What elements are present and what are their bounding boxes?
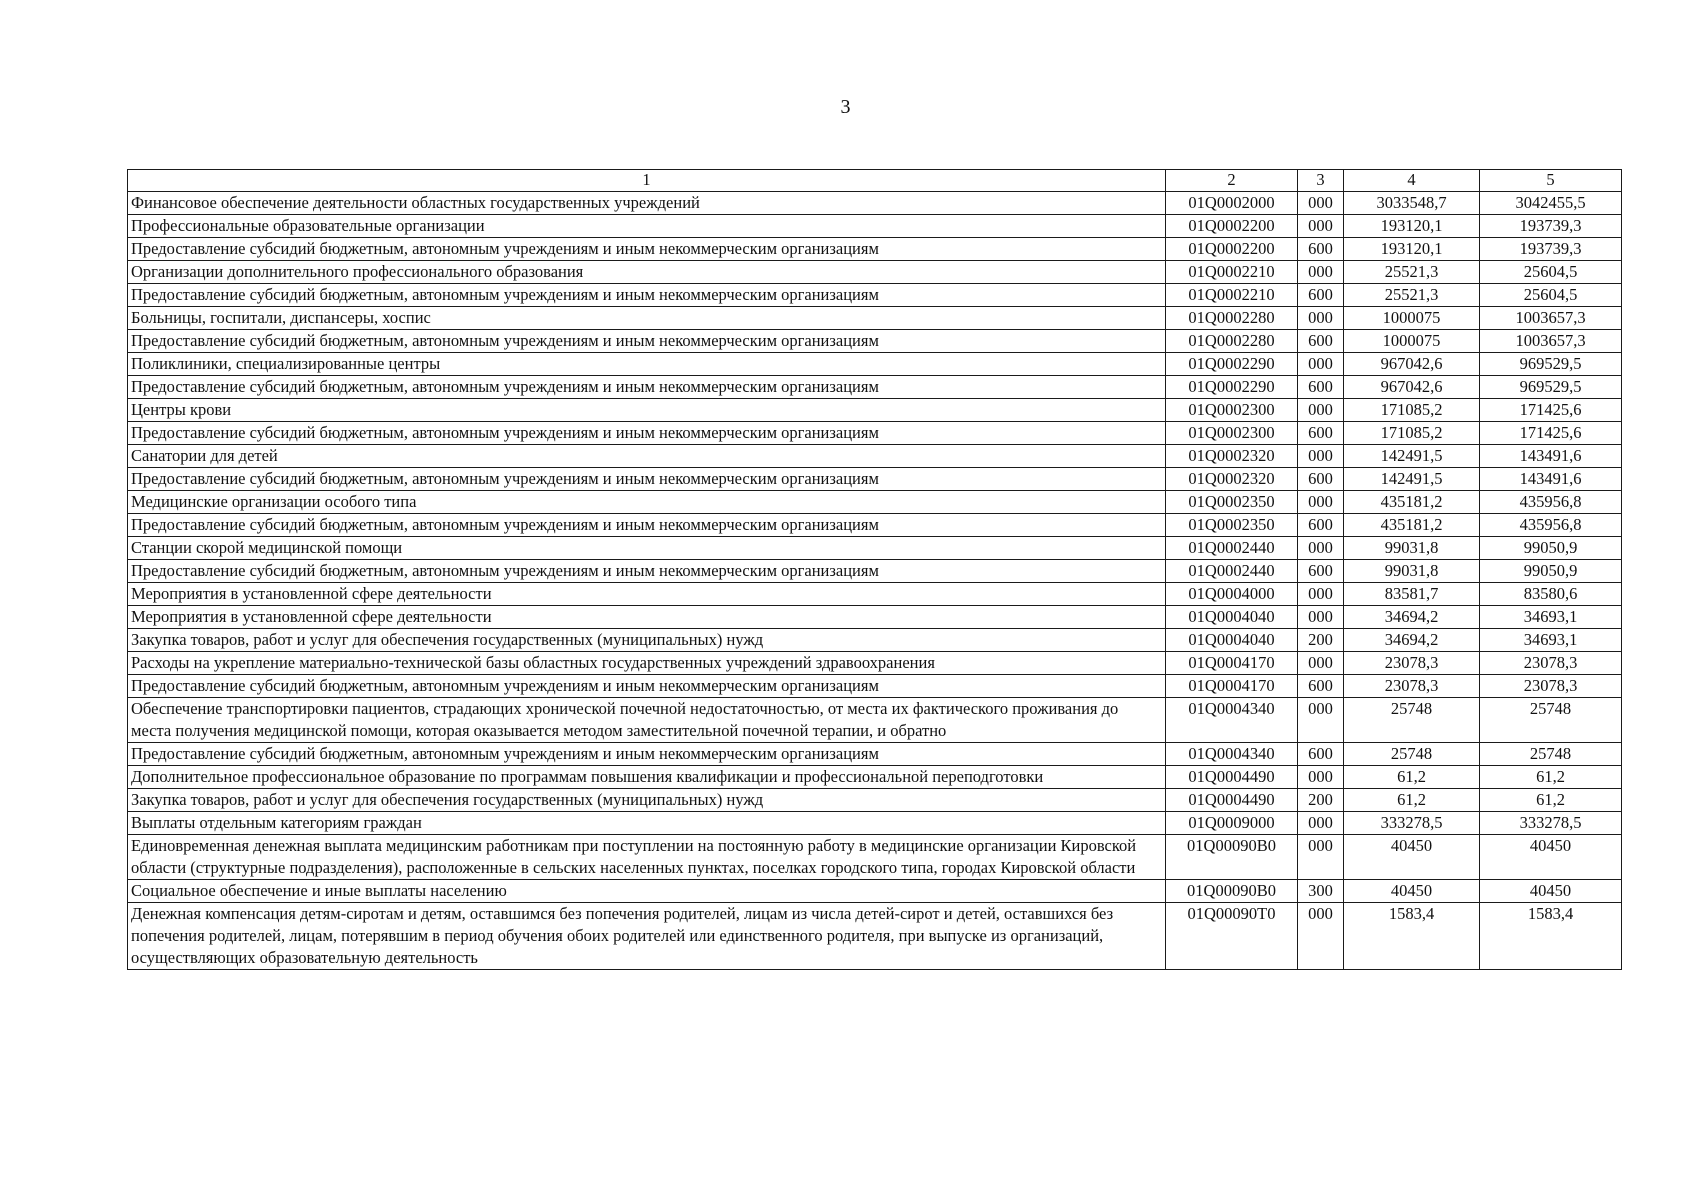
row-expense-type: 600 [1298,422,1344,445]
row-value-col5: 969529,5 [1480,353,1622,376]
row-name: Мероприятия в установленной сфере деятельности [128,583,1166,606]
row-code: 01Q0002210 [1166,284,1298,307]
table-row [128,284,1622,307]
row-name: Закупка товаров, работ и услуг для обеспечения государственных (муниципальных) нужд [128,629,1166,652]
table-row [128,468,1622,491]
row-value-col5: 1003657,3 [1480,307,1622,330]
row-code: 01Q0002280 [1166,307,1298,330]
row-expense-type: 000 [1298,215,1344,238]
row-value-col5: 171425,6 [1480,399,1622,422]
row-value-col4: 25748 [1344,743,1480,766]
row-expense-type: 000 [1298,192,1344,215]
row-value-col5: 99050,9 [1480,537,1622,560]
row-value-col5: 23078,3 [1480,675,1622,698]
table-row [128,560,1622,583]
row-name: Санатории для детей [128,445,1166,468]
row-expense-type: 600 [1298,560,1344,583]
row-value-col5: 1003657,3 [1480,330,1622,353]
row-name: Предоставление субсидий бюджетным, автономным учреждениям и иным некоммерческим организациям [128,468,1166,491]
table-row [128,789,1622,812]
row-expense-type: 000 [1298,835,1344,880]
row-name: Закупка товаров, работ и услуг для обеспечения государственных (муниципальных) нужд [128,789,1166,812]
row-value-col4: 193120,1 [1344,215,1480,238]
table-row [128,445,1622,468]
row-code: 01Q0002210 [1166,261,1298,284]
row-code: 01Q0002440 [1166,537,1298,560]
row-value-col5: 25748 [1480,743,1622,766]
table-row [128,743,1622,766]
row-code: 01Q00090B0 [1166,880,1298,903]
header-col-4: 4 [1344,170,1480,192]
row-name: Расходы на укрепление материально-технической базы областных государственных учреждений здравоохранения [128,652,1166,675]
table-row [128,652,1622,675]
row-value-col4: 333278,5 [1344,812,1480,835]
row-code: 01Q0004040 [1166,606,1298,629]
row-value-col5: 25604,5 [1480,261,1622,284]
row-name: Профессиональные образовательные организации [128,215,1166,238]
row-name: Финансовое обеспечение деятельности областных государственных учреждений [128,192,1166,215]
row-name: Обеспечение транспортировки пациентов, страдающих хронической почечной недостаточностью, от места их фактического проживания до места получения медицинской помощи, которая оказывается методом заместительной почечной терапии, и обратно [128,698,1166,743]
row-value-col4: 1000075 [1344,330,1480,353]
row-code: 01Q0004340 [1166,698,1298,743]
row-value-col4: 435181,2 [1344,491,1480,514]
row-value-col4: 25748 [1344,698,1480,743]
row-value-col4: 171085,2 [1344,399,1480,422]
table-row [128,261,1622,284]
row-value-col4: 34694,2 [1344,606,1480,629]
row-name: Станции скорой медицинской помощи [128,537,1166,560]
row-value-col4: 1000075 [1344,307,1480,330]
table-row [128,903,1622,970]
table-row [128,606,1622,629]
table-row [128,537,1622,560]
row-expense-type: 000 [1298,307,1344,330]
row-value-col4: 25521,3 [1344,261,1480,284]
table-row [128,307,1622,330]
row-value-col5: 23078,3 [1480,652,1622,675]
row-expense-type: 600 [1298,468,1344,491]
row-name: Предоставление субсидий бюджетным, автономным учреждениям и иным некоммерческим организациям [128,560,1166,583]
row-value-col5: 61,2 [1480,789,1622,812]
row-expense-type: 000 [1298,812,1344,835]
row-value-col5: 40450 [1480,880,1622,903]
row-value-col4: 40450 [1344,880,1480,903]
row-code: 01Q00090B0 [1166,835,1298,880]
table-body [128,192,1622,970]
row-code: 01Q0002290 [1166,376,1298,399]
row-expense-type: 600 [1298,238,1344,261]
row-name: Выплаты отдельным категориям граждан [128,812,1166,835]
row-code: 01Q0002290 [1166,353,1298,376]
table-row [128,514,1622,537]
row-code: 01Q0002300 [1166,422,1298,445]
row-expense-type: 600 [1298,330,1344,353]
row-value-col4: 40450 [1344,835,1480,880]
row-value-col4: 967042,6 [1344,353,1480,376]
row-value-col5: 34693,1 [1480,606,1622,629]
row-expense-type: 600 [1298,284,1344,307]
row-value-col4: 142491,5 [1344,468,1480,491]
header-col-3: 3 [1298,170,1344,192]
table-row [128,698,1622,743]
row-value-col4: 1583,4 [1344,903,1480,970]
page-number: 3 [840,96,851,118]
row-name: Предоставление субсидий бюджетным, автономным учреждениям и иным некоммерческим организациям [128,675,1166,698]
row-code: 01Q0009000 [1166,812,1298,835]
row-value-col5: 435956,8 [1480,514,1622,537]
row-code: 01Q0002440 [1166,560,1298,583]
row-value-col4: 99031,8 [1344,560,1480,583]
row-expense-type: 000 [1298,353,1344,376]
row-value-col5: 1583,4 [1480,903,1622,970]
row-name: Дополнительное профессиональное образование по программам повышения квалификации и профессиональной переподготовки [128,766,1166,789]
row-value-col4: 83581,7 [1344,583,1480,606]
table-row [128,835,1622,880]
row-value-col4: 142491,5 [1344,445,1480,468]
row-code: 01Q0004490 [1166,789,1298,812]
row-value-col5: 61,2 [1480,766,1622,789]
row-value-col5: 25748 [1480,698,1622,743]
row-code: 01Q0004170 [1166,675,1298,698]
table-row [128,766,1622,789]
row-expense-type: 000 [1298,537,1344,560]
row-expense-type: 200 [1298,789,1344,812]
row-name: Предоставление субсидий бюджетным, автономным учреждениям и иным некоммерческим организациям [128,422,1166,445]
row-value-col5: 25604,5 [1480,284,1622,307]
row-name: Мероприятия в установленной сфере деятельности [128,606,1166,629]
row-expense-type: 600 [1298,743,1344,766]
row-value-col4: 99031,8 [1344,537,1480,560]
row-expense-type: 000 [1298,652,1344,675]
table-row [128,353,1622,376]
row-expense-type: 300 [1298,880,1344,903]
row-code: 01Q0004490 [1166,766,1298,789]
row-code: 01Q0002350 [1166,491,1298,514]
row-name: Предоставление субсидий бюджетным, автономным учреждениям и иным некоммерческим организациям [128,743,1166,766]
row-name: Предоставление субсидий бюджетным, автономным учреждениям и иным некоммерческим организациям [128,376,1166,399]
table-row [128,629,1622,652]
row-value-col5: 171425,6 [1480,422,1622,445]
row-code: 01Q0002280 [1166,330,1298,353]
row-code: 01Q0004340 [1166,743,1298,766]
table-row [128,583,1622,606]
row-expense-type: 000 [1298,606,1344,629]
row-value-col5: 193739,3 [1480,238,1622,261]
table-row [128,399,1622,422]
header-col-5: 5 [1480,170,1622,192]
row-code: 01Q0002200 [1166,238,1298,261]
row-name: Организации дополнительного профессионального образования [128,261,1166,284]
row-expense-type: 000 [1298,583,1344,606]
row-expense-type: 000 [1298,399,1344,422]
row-expense-type: 000 [1298,903,1344,970]
header-row [128,170,1622,192]
row-value-col4: 23078,3 [1344,652,1480,675]
row-value-col4: 25521,3 [1344,284,1480,307]
row-expense-type: 000 [1298,491,1344,514]
row-name: Предоставление субсидий бюджетным, автономным учреждениям и иным некоммерческим организациям [128,514,1166,537]
row-code: 01Q0004040 [1166,629,1298,652]
row-expense-type: 000 [1298,766,1344,789]
row-value-col5: 143491,6 [1480,445,1622,468]
table-row [128,376,1622,399]
row-code: 01Q0004000 [1166,583,1298,606]
row-name: Центры крови [128,399,1166,422]
row-value-col4: 23078,3 [1344,675,1480,698]
row-code: 01Q0002350 [1166,514,1298,537]
row-name: Единовременная денежная выплата медицинским работникам при поступлении на постоянную работу в медицинские организации Кировской области (структурные подразделения), расположенные в сельских населенных пунктах, поселках городского типа, городах Кировской области [128,835,1166,880]
row-expense-type: 000 [1298,445,1344,468]
row-value-col4: 967042,6 [1344,376,1480,399]
row-name: Социальное обеспечение и иные выплаты населению [128,880,1166,903]
row-expense-type: 600 [1298,514,1344,537]
budget-table [127,169,1622,970]
row-value-col5: 193739,3 [1480,215,1622,238]
row-name: Предоставление субсидий бюджетным, автономным учреждениям и иным некоммерческим организациям [128,330,1166,353]
row-value-col5: 34693,1 [1480,629,1622,652]
row-name: Денежная компенсация детям-сиротам и детям, оставшимся без попечения родителей, лицам из числа детей-сирот и детей, оставшихся без попечения родителей, лицам, потерявшим в период обучения обоих родителей или единственного родителя, при выпуске из организаций, осуществляющих образовательную деятельность [128,903,1166,970]
row-name: Медицинские организации особого типа [128,491,1166,514]
row-value-col4: 61,2 [1344,766,1480,789]
table-row [128,422,1622,445]
row-code: 01Q00090T0 [1166,903,1298,970]
row-name: Больницы, госпитали, диспансеры, хоспис [128,307,1166,330]
row-value-col4: 435181,2 [1344,514,1480,537]
row-code: 01Q0002200 [1166,215,1298,238]
row-expense-type: 000 [1298,261,1344,284]
table-row [128,812,1622,835]
row-name: Поликлиники, специализированные центры [128,353,1166,376]
table-row [128,675,1622,698]
row-value-col4: 171085,2 [1344,422,1480,445]
row-expense-type: 600 [1298,376,1344,399]
table-row [128,215,1622,238]
table-row [128,192,1622,215]
row-value-col5: 99050,9 [1480,560,1622,583]
row-value-col5: 435956,8 [1480,491,1622,514]
row-code: 01Q0004170 [1166,652,1298,675]
row-name: Предоставление субсидий бюджетным, автономным учреждениям и иным некоммерческим организациям [128,284,1166,307]
table-row [128,238,1622,261]
row-value-col4: 34694,2 [1344,629,1480,652]
header-col-1: 1 [128,170,1166,192]
row-value-col5: 969529,5 [1480,376,1622,399]
row-value-col4: 3033548,7 [1344,192,1480,215]
header-col-2: 2 [1166,170,1298,192]
row-expense-type: 000 [1298,698,1344,743]
row-expense-type: 600 [1298,675,1344,698]
row-expense-type: 200 [1298,629,1344,652]
table-row [128,491,1622,514]
row-value-col4: 193120,1 [1344,238,1480,261]
row-value-col5: 333278,5 [1480,812,1622,835]
table-row [128,330,1622,353]
row-value-col5: 40450 [1480,835,1622,880]
row-code: 01Q0002320 [1166,445,1298,468]
row-value-col4: 61,2 [1344,789,1480,812]
row-code: 01Q0002000 [1166,192,1298,215]
row-name: Предоставление субсидий бюджетным, автономным учреждениям и иным некоммерческим организациям [128,238,1166,261]
row-value-col5: 83580,6 [1480,583,1622,606]
row-code: 01Q0002300 [1166,399,1298,422]
table-row [128,880,1622,903]
row-value-col5: 143491,6 [1480,468,1622,491]
row-value-col5: 3042455,5 [1480,192,1622,215]
row-code: 01Q0002320 [1166,468,1298,491]
